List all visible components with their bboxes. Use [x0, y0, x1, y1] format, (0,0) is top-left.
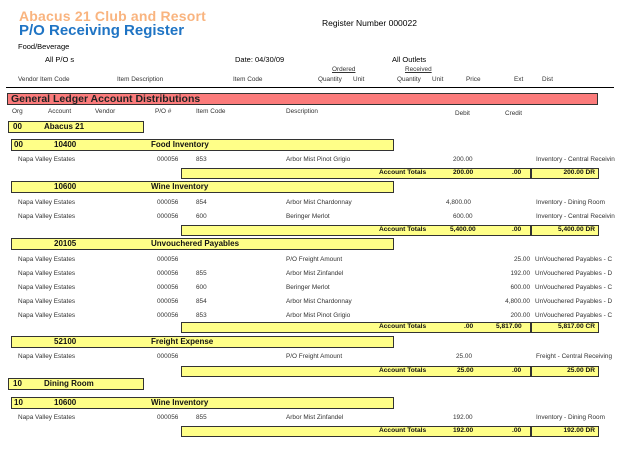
line-description: Arbor Mist Pinot Grigio — [286, 312, 351, 319]
account-number: 10600 — [54, 182, 77, 191]
org-code: 10 — [13, 379, 22, 388]
line-description: P/O Freight Amount — [286, 256, 343, 263]
line-item-code: 854 — [196, 298, 207, 305]
line-debit: 200.00 — [453, 156, 473, 163]
line-po: 000056 — [157, 353, 179, 360]
line-description: Beringer Merlot — [286, 213, 330, 220]
gl-section-title: General Ledger Account Distributions — [11, 93, 201, 105]
line-description: Arbor Mist Zinfandel — [286, 270, 344, 277]
totals-label: Account Totals — [379, 323, 427, 330]
line-credit: 4,800.00 — [505, 298, 530, 305]
account-totals-bar — [181, 426, 531, 437]
account-number: 20105 — [54, 239, 77, 248]
line-debit: 600.00 — [453, 213, 473, 220]
totals-debit: 192.00 — [453, 427, 474, 434]
org-header — [8, 121, 144, 133]
col-received-quantity: Quantity — [397, 76, 421, 83]
col-ordered-quantity: Quantity — [318, 76, 342, 83]
account-header — [11, 238, 394, 250]
line-po: 000056 — [157, 414, 179, 421]
col-price: Price — [466, 76, 481, 83]
gl-col-po: P/O # — [155, 108, 172, 115]
line-vendor: Napa Valley Estates — [18, 298, 76, 305]
account-number: 10600 — [54, 398, 77, 407]
line-credit: 192.00 — [510, 270, 530, 277]
line-dist: UnVouchered Payables - D — [535, 298, 613, 305]
account-org: 10 — [14, 398, 23, 407]
line-description: P/O Freight Amount — [286, 353, 343, 360]
account-header — [11, 139, 394, 151]
line-vendor: Napa Valley Estates — [18, 199, 76, 206]
org-code: 00 — [13, 122, 22, 131]
totals-debit: 5,400.00 — [450, 226, 476, 233]
account-totals-bar — [181, 366, 531, 377]
line-vendor: Napa Valley Estates — [18, 156, 76, 163]
gl-col-credit: Credit — [505, 110, 523, 117]
line-credit: 200.00 — [510, 312, 530, 319]
line-dist: Inventory - Central Receivin — [536, 213, 615, 220]
line-description: Arbor Mist Pinot Grigio — [286, 156, 351, 163]
totals-debit: 25.00 — [457, 367, 474, 374]
account-name: Freight Expense — [151, 337, 214, 346]
account-org: 00 — [14, 140, 23, 149]
line-dist: Inventory - Dining Room — [536, 414, 605, 421]
line-dist: Inventory - Central Receivin — [536, 156, 615, 163]
line-item-code: 600 — [196, 213, 207, 220]
line-item-code: 853 — [196, 312, 207, 319]
col-ordered-unit: Unit — [353, 76, 365, 83]
line-debit: 25.00 — [456, 353, 472, 360]
col-item-code: Item Code — [233, 76, 263, 83]
totals-credit: .00 — [512, 367, 522, 374]
line-dist: UnVouchered Payables - C — [535, 312, 613, 319]
header-divider — [6, 87, 614, 88]
totals-net: 5,817.00 CR — [557, 323, 595, 330]
totals-label: Account Totals — [379, 169, 427, 176]
col-item-description: Item Description — [117, 76, 164, 83]
line-vendor: Napa Valley Estates — [18, 256, 76, 263]
line-debit: 192.00 — [453, 414, 473, 421]
line-vendor: Napa Valley Estates — [18, 312, 76, 319]
line-dist: UnVouchered Payables - C — [535, 256, 613, 263]
line-vendor: Napa Valley Estates — [18, 213, 76, 220]
totals-credit: .00 — [512, 226, 522, 233]
company-name: Abacus 21 Club and Resort — [19, 8, 207, 24]
line-item-code: 853 — [196, 156, 207, 163]
gl-col-item-code: Item Code — [196, 108, 226, 115]
totals-label: Account Totals — [379, 367, 427, 374]
account-name: Food Inventory — [151, 140, 209, 149]
received-group-label: Received — [405, 66, 432, 73]
line-item-code: 600 — [196, 284, 207, 291]
account-totals-bar — [181, 322, 531, 333]
account-net-box — [531, 322, 599, 333]
outlets-filter: All Outlets — [392, 55, 427, 64]
line-po: 000056 — [157, 298, 179, 305]
category-label: Food/Beverage — [18, 42, 70, 51]
line-credit: 25.00 — [514, 256, 530, 263]
line-po: 000056 — [157, 312, 179, 319]
line-po: 000056 — [157, 199, 179, 206]
col-ext: Ext — [514, 76, 524, 83]
line-vendor: Napa Valley Estates — [18, 353, 76, 360]
line-po: 000056 — [157, 213, 179, 220]
totals-net: 192.00 DR — [563, 427, 595, 434]
report-date: Date: 04/30/09 — [235, 55, 285, 64]
line-item-code: 854 — [196, 199, 207, 206]
account-name: Wine Inventory — [151, 398, 209, 407]
line-dist: Inventory - Dining Room — [536, 199, 605, 206]
account-number: 52100 — [54, 337, 77, 346]
gl-col-account: Account — [48, 108, 72, 115]
line-po: 000056 — [157, 256, 179, 263]
totals-net: 200.00 DR — [563, 169, 595, 176]
totals-credit: .00 — [512, 427, 522, 434]
line-dist: UnVouchered Payables - D — [535, 270, 613, 277]
line-item-code: 855 — [196, 270, 207, 277]
col-vendor-item-code: Vendor Item Code — [18, 76, 70, 83]
gl-col-org: Org — [12, 108, 23, 115]
line-po: 000056 — [157, 156, 179, 163]
org-header — [8, 378, 144, 390]
line-dist: Freight - Central Receiving — [536, 353, 613, 360]
line-vendor: Napa Valley Estates — [18, 284, 76, 291]
ordered-group-label: Ordered — [332, 66, 356, 73]
totals-net: 25.00 DR — [567, 367, 595, 374]
account-net-box — [531, 426, 599, 437]
line-description: Arbor Mist Chardonnay — [286, 298, 352, 305]
totals-label: Account Totals — [379, 226, 427, 233]
account-name: Unvouchered Payables — [151, 239, 240, 248]
account-net-box — [531, 225, 599, 236]
totals-debit: .00 — [464, 323, 474, 330]
line-description: Arbor Mist Zinfandel — [286, 414, 344, 421]
line-description: Arbor Mist Chardonnay — [286, 199, 352, 206]
po-filter: All P/O s — [45, 55, 75, 64]
line-vendor: Napa Valley Estates — [18, 414, 76, 421]
register-number: Register Number 000022 — [322, 18, 417, 28]
account-totals-bar — [181, 168, 531, 179]
line-vendor: Napa Valley Estates — [18, 270, 76, 277]
totals-credit: 5,817.00 — [496, 323, 522, 330]
account-header — [11, 397, 394, 409]
account-number: 10400 — [54, 140, 77, 149]
line-item-code: 855 — [196, 414, 207, 421]
line-debit: 4,800.00 — [446, 199, 471, 206]
org-name: Dining Room — [44, 379, 94, 388]
account-header — [11, 181, 394, 193]
col-received-unit: Unit — [432, 76, 444, 83]
line-dist: UnVouchered Payables - C — [535, 284, 613, 291]
gl-col-vendor: Vendor — [95, 108, 116, 115]
line-credit: 600.00 — [510, 284, 530, 291]
line-description: Beringer Merlot — [286, 284, 330, 291]
totals-credit: .00 — [512, 169, 522, 176]
line-po: 000056 — [157, 270, 179, 277]
report-title: P/O Receiving Register — [19, 22, 185, 39]
account-name: Wine Inventory — [151, 182, 209, 191]
gl-section-bar — [7, 93, 598, 105]
totals-net: 5,400.00 DR — [557, 226, 595, 233]
gl-col-debit: Debit — [455, 110, 470, 117]
account-totals-bar — [181, 225, 531, 236]
col-dist: Dist — [542, 76, 554, 83]
org-name: Abacus 21 — [44, 122, 85, 131]
line-po: 000056 — [157, 284, 179, 291]
totals-debit: 200.00 — [453, 169, 474, 176]
account-net-box — [531, 366, 599, 377]
totals-label: Account Totals — [379, 427, 427, 434]
account-header — [11, 336, 394, 348]
gl-col-description: Description — [286, 108, 318, 115]
account-net-box — [531, 168, 599, 179]
